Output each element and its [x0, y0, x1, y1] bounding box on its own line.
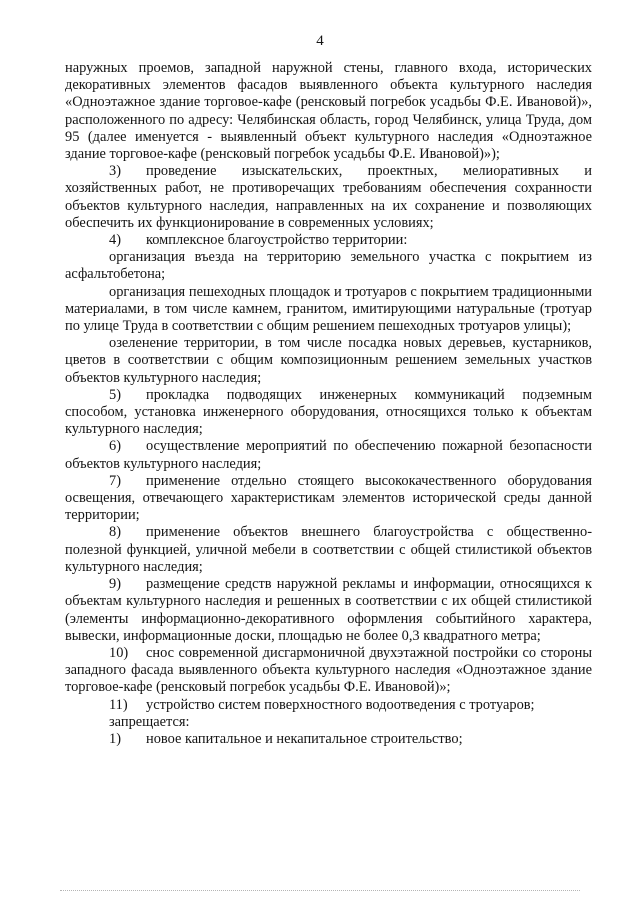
list-number: 5) — [109, 386, 121, 403]
list-number: 11) — [109, 696, 128, 713]
paragraph-text: размещение средств наружной рекламы и информации, относящихся к объектам культурного наследия и решенных в соответствии с их общей стилистикой (элементы информационно-декоративного оформления событийного характера, вывески, информационные доски, площадью не более 0,3 квадратного метра; — [65, 576, 592, 644]
paragraph-text: применение объектов внешнего благоустройства с общественно-полезной функцией, уличной мебели в соответствии с общей стилистикой объектов культурного наследия; — [65, 524, 592, 575]
list-number: 8) — [109, 524, 121, 541]
paragraph-text: осуществление мероприятий по обеспечению пожарной безопасности объектов культурного наследия; — [65, 438, 592, 472]
paragraph-i9 — [65, 576, 592, 645]
bottom-scan-line — [60, 890, 580, 891]
paragraph-s1 — [65, 249, 592, 283]
paragraph-text: прокладка подводящих инженерных коммуникаций подземным способом, установка инженерного оборудования, относящихся только к объектам культурного наследия; — [65, 386, 592, 438]
paragraph-s3 — [65, 335, 592, 387]
list-number: 6) — [109, 438, 121, 455]
page-number: 4 — [316, 33, 324, 49]
list-number: 7) — [109, 472, 121, 489]
list-number: 1) — [109, 730, 121, 747]
paragraph-text: организация пешеходных площадок и тротуаров с покрытием традиционными материалами, в том числе камнем, гранитом, имитирующими натуральные (тротуар по улице Труда в соответствии с общим решением пешеходных тротуаров улицы); — [65, 283, 592, 335]
paragraph-text: запрещается: — [109, 713, 190, 730]
paragraph-text: новое капитальное и некапитальное строительство; — [146, 730, 463, 747]
list-number: 9) — [109, 576, 121, 593]
paragraph-i10 — [65, 645, 592, 697]
paragraph-text: озеленение территории, в том числе посадка новых деревьев, кустарников, цветов в соответствии с общим композиционным решением земельных участков объектов культурного наследия; — [65, 335, 592, 386]
paragraph-i5 — [65, 387, 592, 439]
paragraph-text: наружных проемов, западной наружной стены, главного входа, исторических декоративных элементов фасадов выявленного объекта культурного наследия «Одноэтажное здание торговое-кафе (ренсковый погребок усадьбы Ф.Е. Ивановой)», расположенного по адресу: Челябинская область, город Челябинск, улица Труда, дом 95 (далее именуется - выявленный объект культурного наследия «Одноэтажное здание торговое-кафе (ренсковый погребок усадьбы Ф.Е. Ивановой)»); — [65, 60, 592, 163]
list-number: 10) — [109, 644, 129, 661]
paragraph-text: применение отдельно стоящего высококачественного оборудования освещения, отвечающего характеристикам элементов исторической среды данной территории; — [65, 472, 592, 524]
list-number: 3) — [109, 163, 121, 180]
list-number: 4) — [109, 232, 121, 249]
paragraph-text: организация въезда на территорию земельного участка с покрытием из асфальтобетона; — [65, 249, 592, 283]
paragraph-f1 — [65, 731, 592, 748]
paragraph-i7 — [65, 473, 592, 525]
paragraph-i8 — [65, 524, 592, 576]
paragraph-text: снос современной дисгармоничной двухэтажной постройки со стороны западного фасада выявленного объекта культурного наследия «Одноэтажное здание торговое-кафе (ренсковый погребок усадьбы Ф.Е. Ивановой)»; — [65, 644, 592, 696]
paragraph-cont — [65, 60, 592, 163]
paragraph-text: проведение изыскательских, проектных, мелиоративных и хозяйственных работ, не противоречащих требованиям обеспечения сохранности объектов культурного наследия, направленных на их сохранение и позволяющих обеспечить их функционирование в современных условиях; — [65, 163, 592, 231]
paragraph-i11 — [65, 697, 592, 714]
paragraph-i4 — [65, 232, 592, 249]
paragraph-i6 — [65, 438, 592, 472]
paragraph-text: устройство систем поверхностного водоотведения с тротуаров; — [146, 696, 535, 713]
paragraph-text: комплексное благоустройство территории: — [146, 232, 408, 249]
paragraph-forb — [65, 714, 592, 731]
paragraph-i3 — [65, 163, 592, 232]
document-body — [65, 60, 592, 748]
paragraph-s2 — [65, 284, 592, 336]
